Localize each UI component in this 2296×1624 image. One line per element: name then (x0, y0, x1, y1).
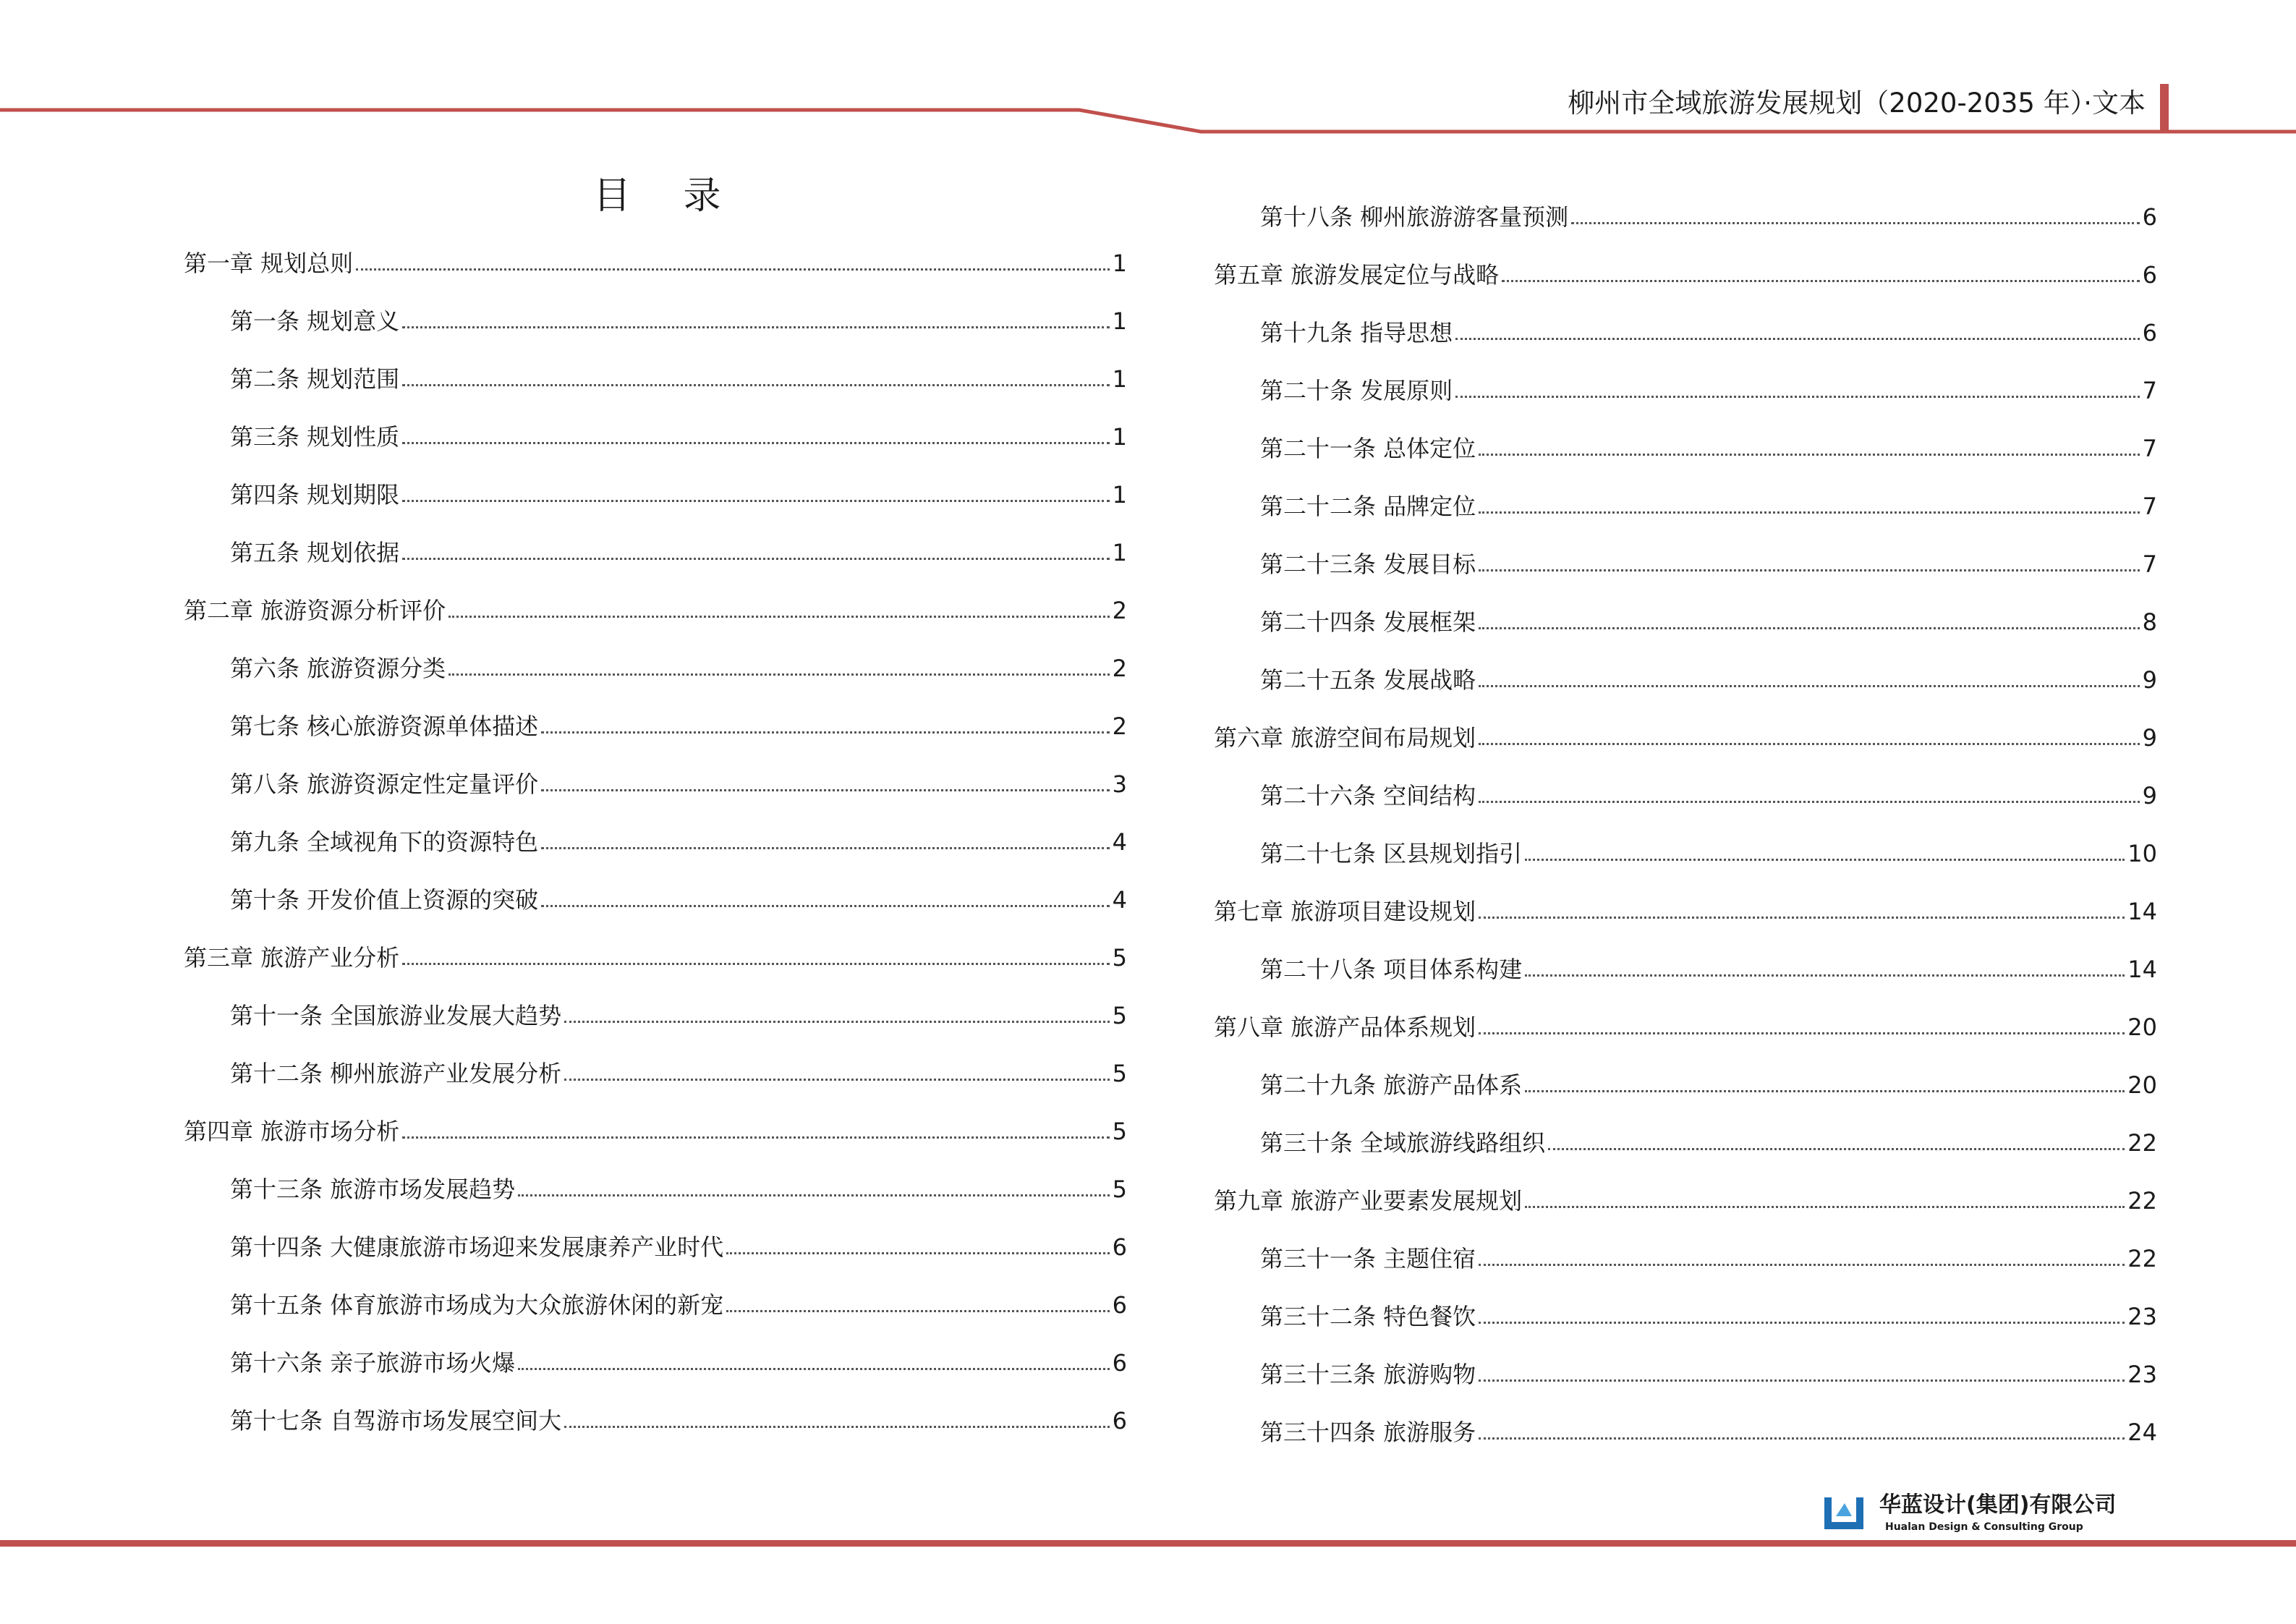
toc-page-number: 4 (1112, 886, 1127, 914)
toc-page-number: 5 (1112, 944, 1127, 972)
toc-article-entry[interactable] (1260, 946, 2157, 981)
toc-article-entry[interactable] (1260, 194, 2157, 229)
toc-page-number: 6 (2142, 261, 2157, 289)
toc-entry-label: 第二十二条 品牌定位 (1260, 493, 1476, 520)
toc-article-entry[interactable] (230, 356, 1127, 391)
toc-article-entry[interactable] (1260, 1351, 2157, 1386)
toc-page-number: 6 (2142, 319, 2157, 347)
toc-entry-label: 第四条 规划期限 (230, 481, 400, 509)
toc-dot-leader (402, 1136, 1109, 1139)
toc-article-entry[interactable] (230, 472, 1127, 509)
toc-entry-label: 第六条 旅游资源分类 (230, 655, 446, 682)
toc-page-number: 8 (2142, 608, 2157, 636)
toc-entry-label: 第二十七条 区县规划指引 (1260, 840, 1523, 867)
toc-page-number: 2 (1112, 655, 1127, 682)
toc-entry-label: 第三章 旅游产业分析 (184, 944, 400, 972)
toc-dot-leader (448, 673, 1109, 676)
toc-dot-leader (1455, 396, 2139, 398)
toc-entry-label: 第三十条 全域旅游线路组织 (1260, 1129, 1546, 1157)
toc-dot-leader (402, 384, 1109, 386)
toc-page-number: 5 (1112, 1118, 1127, 1145)
toc-article-entry[interactable] (230, 877, 1127, 914)
toc-article-entry[interactable] (230, 1050, 1127, 1085)
toc-article-entry[interactable] (230, 761, 1127, 796)
company-name-en: Hualan Design & Consulting Group (1885, 1521, 2083, 1533)
toc-article-entry[interactable] (230, 703, 1127, 738)
toc-entry-label: 第二十四条 发展框架 (1260, 608, 1476, 636)
toc-entry-label: 第二十五条 发展战略 (1260, 666, 1476, 694)
toc-dot-leader (402, 558, 1109, 560)
toc-dot-leader (541, 905, 1109, 907)
toc-chapter-entry[interactable] (1214, 1004, 2157, 1039)
header-decoration (0, 0, 2296, 145)
toc-dot-leader (1525, 1090, 2125, 1092)
toc-article-entry[interactable] (1260, 1293, 2157, 1328)
toc-entry-label: 第二章 旅游资源分析评价 (184, 597, 446, 624)
toc-entry-label: 第六章 旅游空间布局规划 (1214, 724, 1476, 752)
toc-dot-leader (541, 847, 1109, 849)
toc-dot-leader (1548, 1148, 2125, 1150)
toc-dot-leader (1571, 222, 2139, 224)
toc-article-entry[interactable] (1260, 599, 2157, 634)
toc-page-number: 6 (1112, 1407, 1127, 1434)
toc-chapter-entry[interactable] (1214, 252, 2157, 289)
toc-entry-label: 第十二条 柳州旅游产业发展分析 (230, 1060, 562, 1087)
toc-entry-label: 第三十二条 特色餐饮 (1260, 1303, 1476, 1330)
toc-entry-label: 第八章 旅游产品体系规划 (1214, 1013, 1476, 1041)
toc-entry-label: 第八条 旅游资源定性定量评价 (230, 770, 539, 798)
toc-page-number: 22 (2127, 1129, 2157, 1157)
toc-dot-leader (356, 268, 1109, 271)
toc-article-entry[interactable] (230, 1398, 1127, 1432)
toc-dot-leader (726, 1310, 1109, 1312)
toc-entry-label: 第十四条 大健康旅游市场迎来发展康养产业时代 (230, 1233, 724, 1261)
toc-dot-leader (1479, 454, 2139, 456)
toc-title: 目 录 (593, 174, 741, 218)
toc-entry-label: 第二十九条 旅游产品体系 (1260, 1071, 1523, 1099)
toc-chapter-entry[interactable] (1214, 888, 2157, 923)
toc-article-entry[interactable] (1260, 367, 2157, 402)
toc-entry-label: 第十一条 全国旅游业发展大趋势 (230, 1002, 562, 1029)
toc-chapter-entry[interactable] (184, 587, 1127, 622)
toc-page-number: 1 (1112, 423, 1127, 451)
toc-entry-label: 第十七条 自驾游市场发展空间大 (230, 1407, 562, 1434)
toc-dot-leader (1502, 280, 2139, 282)
toc-chapter-entry[interactable] (184, 240, 1127, 275)
toc-entry-label: 第十五条 体育旅游市场成为大众旅游休闲的新宠 (230, 1291, 724, 1319)
toc-dot-leader (1525, 859, 2125, 861)
toc-dot-leader (518, 1194, 1109, 1196)
toc-page-number: 2 (1112, 597, 1127, 624)
toc-dot-leader (402, 963, 1109, 965)
toc-page-number: 9 (2142, 666, 2157, 694)
toc-article-entry[interactable] (1260, 773, 2157, 807)
toc-entry-label: 第十三条 旅游市场发展趋势 (230, 1176, 516, 1203)
toc-dot-leader (564, 1426, 1109, 1428)
toc-page-number: 5 (1112, 1176, 1127, 1203)
toc-entry-label: 第三十三条 旅游购物 (1260, 1361, 1476, 1388)
toc-page-number: 1 (1112, 307, 1127, 335)
toc-entry-label: 第十八条 柳州旅游游客量预测 (1260, 203, 1569, 231)
toc-entry-label: 第三十四条 旅游服务 (1260, 1419, 1476, 1446)
toc-page-number: 1 (1112, 365, 1127, 393)
toc-dot-leader (448, 616, 1109, 618)
toc-dot-leader (1479, 627, 2139, 629)
toc-page-number: 6 (1112, 1233, 1127, 1261)
toc-page-number: 20 (2127, 1013, 2157, 1041)
toc-chapter-entry[interactable] (1214, 715, 2157, 752)
toc-entry-label: 第三条 规划性质 (230, 423, 400, 451)
toc-entry-label: 第七章 旅游项目建设规划 (1214, 898, 1476, 925)
toc-page-number: 7 (2142, 377, 2157, 404)
toc-dot-leader (1479, 1264, 2125, 1266)
toc-dot-leader (402, 500, 1109, 502)
toc-page-number: 1 (1112, 481, 1127, 509)
toc-article-entry[interactable] (1260, 657, 2157, 692)
toc-entry-label: 第二十三条 发展目标 (1260, 550, 1476, 578)
toc-article-entry[interactable] (1260, 1062, 2157, 1097)
toc-page-number: 10 (2127, 840, 2157, 867)
toc-page-number: 7 (2142, 435, 2157, 462)
toc-page-number: 5 (1112, 1060, 1127, 1087)
toc-entry-label: 第四章 旅游市场分析 (184, 1118, 400, 1145)
toc-entry-label: 第二十六条 空间结构 (1260, 782, 1476, 809)
toc-article-entry[interactable] (1260, 1120, 2157, 1155)
toc-page-number: 24 (2127, 1419, 2157, 1446)
toc-page-number: 23 (2127, 1303, 2157, 1330)
toc-page-number: 6 (1112, 1291, 1127, 1319)
toc-dot-leader (1479, 1322, 2125, 1324)
toc-entry-label: 第五章 旅游发展定位与战略 (1214, 261, 1500, 289)
toc-entry-label: 第二十一条 总体定位 (1260, 435, 1476, 462)
toc-page-number: 3 (1112, 770, 1127, 798)
toc-entry-label: 第二十八条 项目体系构建 (1260, 956, 1523, 983)
toc-article-entry[interactable] (1260, 425, 2157, 460)
toc-dot-leader (1479, 1379, 2125, 1382)
toc-article-entry[interactable] (230, 414, 1127, 451)
toc-chapter-entry[interactable] (184, 1108, 1127, 1143)
toc-dot-leader (1479, 1032, 2125, 1034)
toc-dot-leader (726, 1252, 1109, 1254)
toc-article-entry[interactable] (230, 645, 1127, 680)
toc-dot-leader (541, 789, 1109, 791)
toc-entry-label: 第二条 规划范围 (230, 365, 400, 393)
toc-article-entry[interactable] (1260, 310, 2157, 347)
toc-article-entry[interactable] (230, 1282, 1127, 1317)
toc-page-number: 23 (2127, 1361, 2157, 1388)
document-header-title: 柳州市全域旅游发展规划（2020-2035 年）·文本 (1568, 88, 2146, 119)
toc-dot-leader (1479, 685, 2139, 687)
toc-page-number: 2 (1112, 713, 1127, 740)
toc-entry-label: 第九条 全域视角下的资源特色 (230, 828, 539, 856)
toc-page-number: 9 (2142, 724, 2157, 752)
toc-page-number: 7 (2142, 493, 2157, 520)
toc-entry-label: 第十条 开发价值上资源的突破 (230, 886, 539, 914)
header-accent-bar (2160, 84, 2169, 133)
toc-article-entry[interactable] (230, 530, 1127, 564)
toc-entry-label: 第十九条 指导思想 (1260, 319, 1453, 347)
toc-dot-leader (541, 731, 1109, 734)
toc-dot-leader (518, 1368, 1109, 1370)
toc-dot-leader (1479, 1437, 2125, 1440)
toc-page-number: 4 (1112, 828, 1127, 856)
toc-dot-leader (402, 442, 1109, 444)
toc-dot-leader (1479, 511, 2139, 514)
toc-entry-label: 第十六条 亲子旅游市场火爆 (230, 1349, 516, 1377)
company-name-cn: 华蓝设计(集团)有限公司 (1879, 1492, 2117, 1518)
toc-article-entry[interactable] (230, 819, 1127, 854)
toc-page-number: 20 (2127, 1071, 2157, 1099)
toc-article-entry[interactable] (230, 1224, 1127, 1259)
footer-rule (0, 1540, 2296, 1547)
toc-dot-leader (1479, 569, 2139, 571)
toc-page-number: 9 (2142, 782, 2157, 809)
toc-dot-leader (1525, 974, 2125, 977)
toc-page-number: 14 (2127, 898, 2157, 925)
toc-dot-leader (1479, 801, 2139, 803)
toc-article-entry[interactable] (230, 1166, 1127, 1201)
toc-entry-label: 第七条 核心旅游资源单体描述 (230, 713, 539, 740)
toc-article-entry[interactable] (230, 1340, 1127, 1377)
toc-article-entry[interactable] (1260, 541, 2157, 576)
toc-entry-label: 第二十条 发展原则 (1260, 377, 1453, 404)
toc-article-entry[interactable] (1260, 830, 2157, 865)
toc-entry-label: 第一章 规划总则 (184, 250, 354, 277)
toc-article-entry[interactable] (230, 992, 1127, 1027)
toc-article-entry[interactable] (1260, 1409, 2157, 1444)
toc-article-entry[interactable] (1260, 1236, 2157, 1270)
toc-page-number: 14 (2127, 956, 2157, 983)
toc-dot-leader (1455, 338, 2139, 340)
toc-dot-leader (564, 1021, 1109, 1023)
toc-page-number: 1 (1112, 250, 1127, 277)
toc-article-entry[interactable] (1260, 483, 2157, 518)
toc-page-number: 22 (2127, 1187, 2157, 1215)
toc-chapter-entry[interactable] (1214, 1178, 2157, 1215)
toc-dot-leader (564, 1079, 1109, 1081)
toc-entry-label: 第三十一条 主题住宿 (1260, 1245, 1476, 1272)
toc-dot-leader (1479, 917, 2125, 919)
toc-dot-leader (1479, 743, 2139, 745)
toc-entry-label: 第九章 旅游产业要素发展规划 (1214, 1187, 1523, 1215)
toc-page-number: 6 (1112, 1349, 1127, 1377)
toc-page-number: 7 (2142, 550, 2157, 578)
hualan-logo-icon (1823, 1495, 1866, 1532)
toc-page-number: 6 (2142, 203, 2157, 231)
toc-entry-label: 第五条 规划依据 (230, 539, 400, 566)
toc-dot-leader (402, 326, 1109, 328)
toc-chapter-entry[interactable] (184, 935, 1127, 972)
toc-article-entry[interactable] (230, 298, 1127, 333)
toc-dot-leader (1525, 1206, 2125, 1208)
toc-entry-label: 第一条 规划意义 (230, 307, 400, 335)
toc-page-number: 1 (1112, 539, 1127, 566)
toc-page-number: 22 (2127, 1245, 2157, 1272)
toc-page-number: 5 (1112, 1002, 1127, 1029)
